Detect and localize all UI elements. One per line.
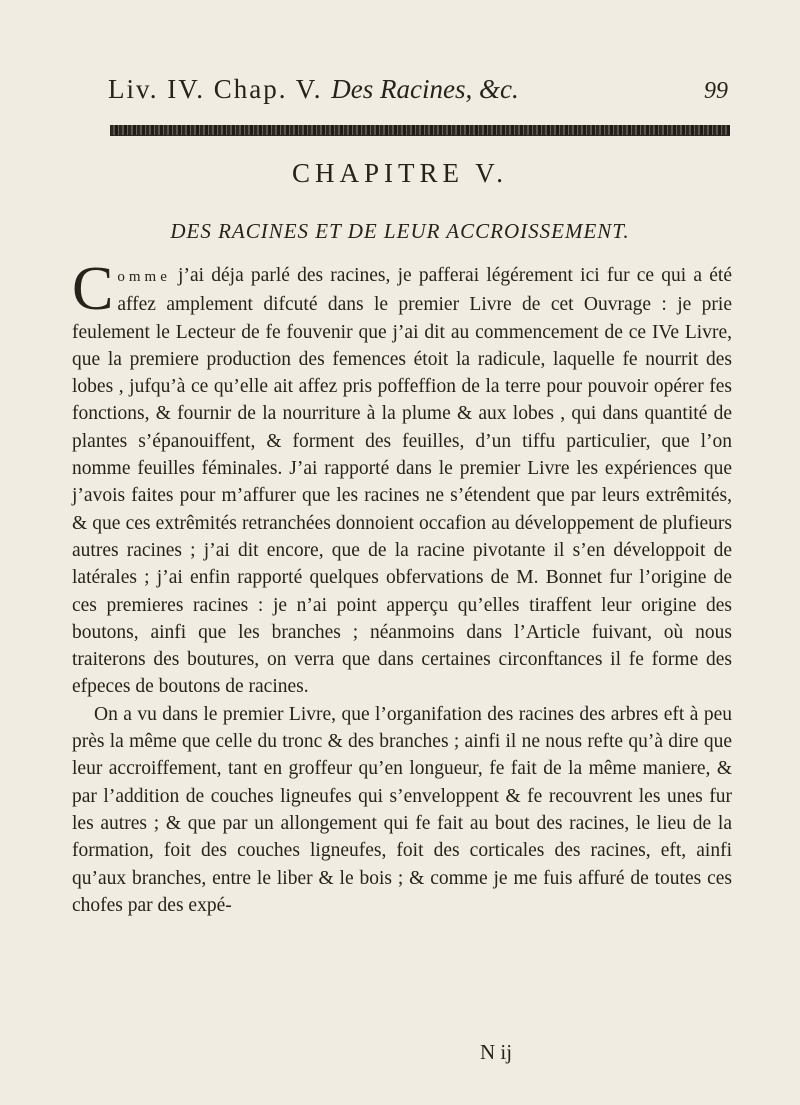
chapter-heading: CHAPITRE V.	[291, 158, 509, 188]
section-heading: DES RACINES ET DE LEUR ACCROISSEMENT.	[170, 219, 630, 243]
signature-mark: N ij	[480, 1040, 513, 1064]
decorative-rule	[110, 125, 730, 136]
running-title: Des Racines, &c.	[331, 74, 519, 104]
book-label: Liv. IV.	[108, 74, 205, 104]
paragraph-1	[72, 255, 732, 701]
paragraph-2: On a vu dans le premier Livre, que l’organifation des racines des arbres eft à peu près la même que celle du tronc & des branches ; ainfi il ne nous refte qu’à dire que leur accroiffement, tant en groffeur qu’en longueur, fe fait de la même maniere, & par l’addition de couches ligneufes qui s’enveloppent & fe recouvrent les unes fur les autres ; & que par un allongement qui fe fait au bout des racines, le lieu de la formation, foit des couches ligneufes, foit des corticales des racines, eft, ainfi qu’aux branches, entre le liber & le bois ; & comme je me fuis affuré de toutes ces chofes par des expé-	[72, 703, 732, 916]
drop-cap: C	[72, 255, 114, 323]
body-text	[72, 255, 732, 919]
page-number: 99	[704, 78, 728, 104]
chapter-label: Chap. V.	[213, 74, 323, 104]
running-head-title	[108, 74, 519, 105]
first-word-rest: omme	[117, 269, 171, 285]
paragraph-1-text: j’ai déja parlé des racines, je pafferai légérement ici fur ce qui a été affez amplement difcuté dans le premier Livre de cet Ouvrage : je prie feulement le Lecteur de fe fouvenir que j’ai dit au commencement de ce IVe Livre, que la premiere production des femences étoit la radicule, laquelle fe nourrit des lobes , jufqu’à ce qu’elle ait affez pris poffeffion de la terre pour pouvoir opérer fes fonctions, & fournir de la nourriture à la plume & aux lobes , qui dans quantité de plantes s’épanouiffent, & forment des feuilles, d’un tiffu particulier, que l’on nomme feuilles féminales. J’ai rapporté dans le premier Livre les expériences que j’avois faites pour m’affurer que les racines ne s’étendent que par leurs extrêmités, & que ces extrêmités retranchées donnoient occafion au développement de plufieurs autres racines ; j’ai dit encore, que de la racine pivotante il s’en développoit de latérales ; j’ai enfin rapporté quelques obfervations de M. Bonnet fur l’origine de ces premieres racines : je n’ai point apperçu qu’elles tiraffent leur origine des boutons, ainfi que les branches ; néanmoins dans l’Article fuivant, où nous traiterons des boutures, on verra que dans certaines circonftances il fe forme des efpeces de boutons de racines.	[72, 265, 732, 698]
running-head	[108, 74, 728, 105]
